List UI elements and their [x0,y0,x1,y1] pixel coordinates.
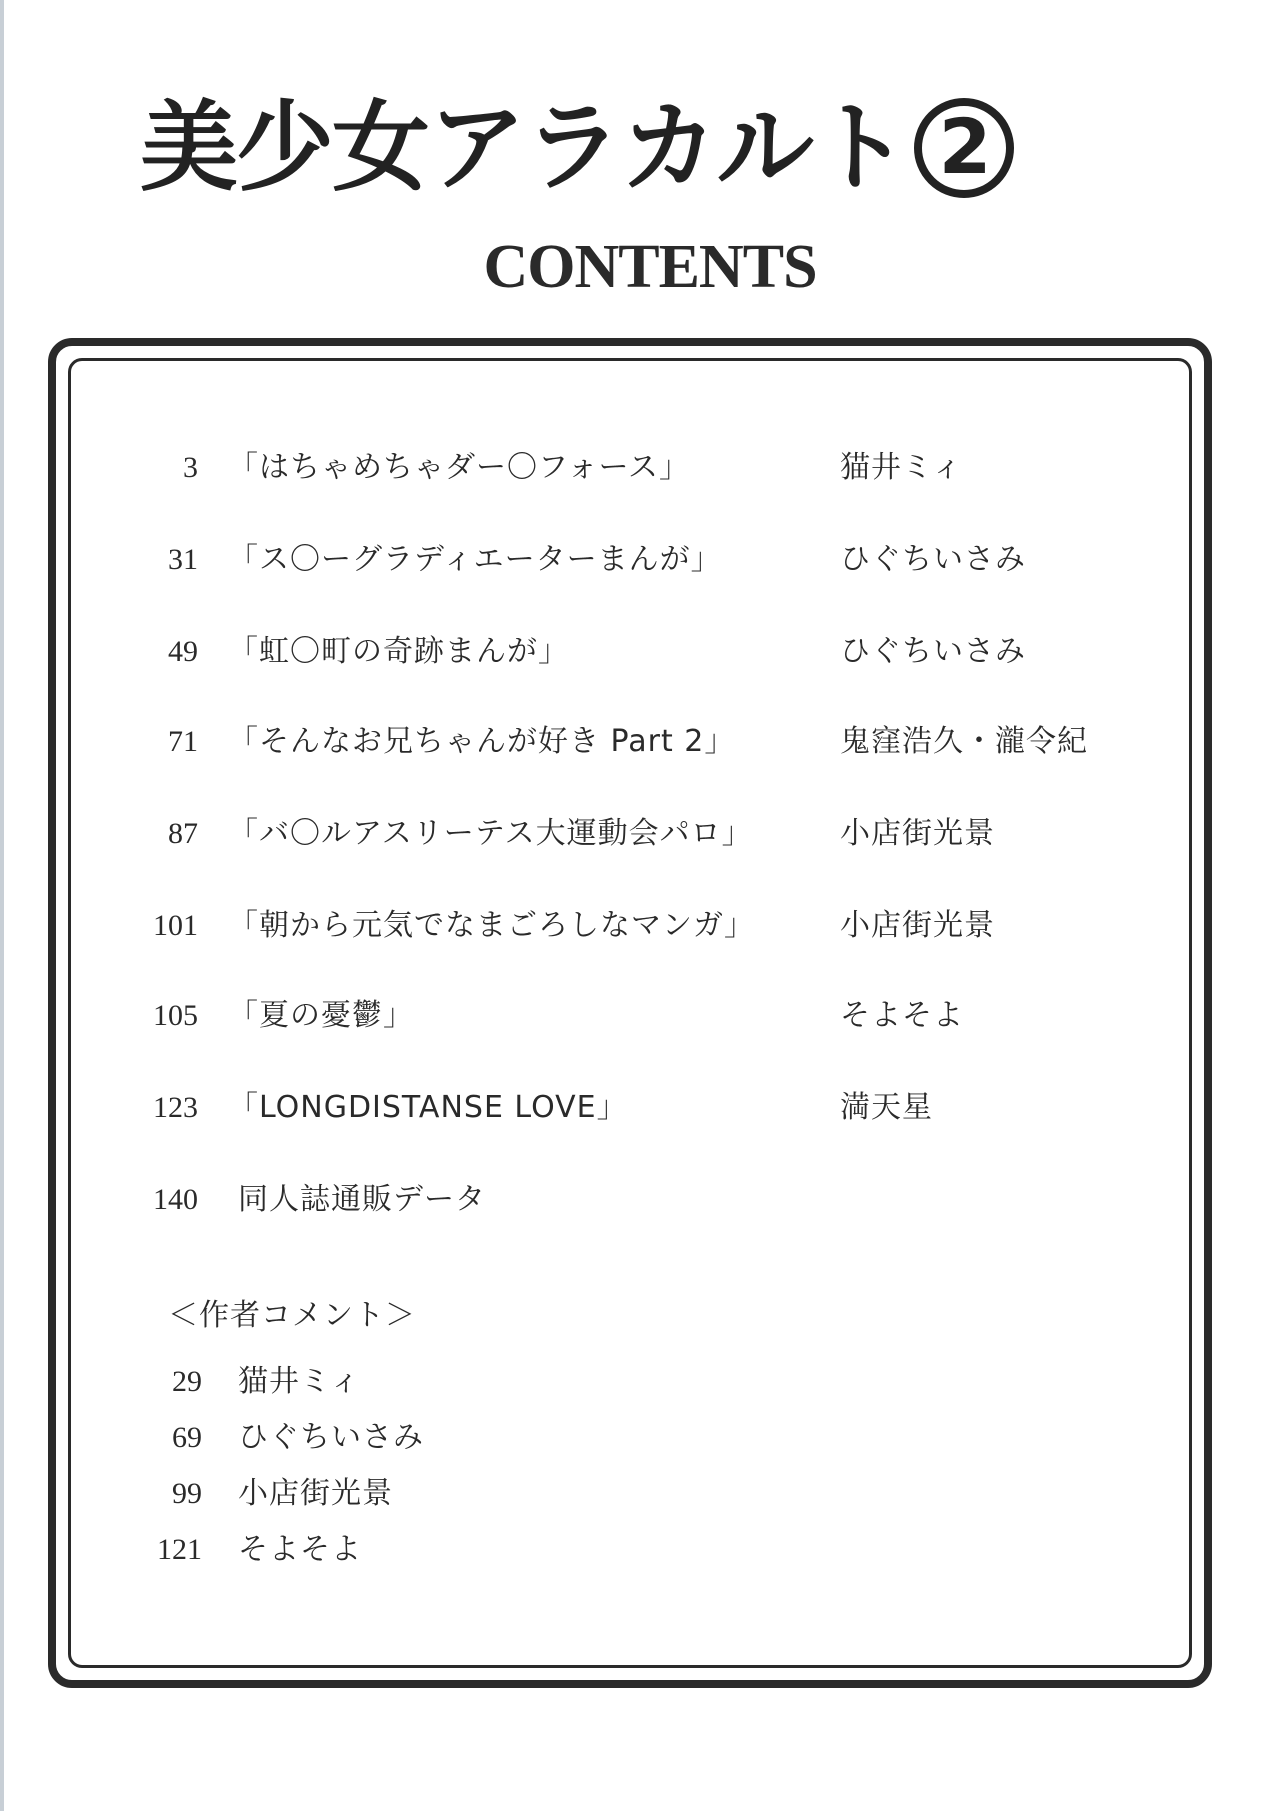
comment-entry [0,1416,1280,1460]
toc-entry [0,720,1280,764]
comment-page-number: 29 [172,1365,202,1398]
toc-title: 「バ〇ルアスリーテス大運動会パロ」 [228,816,753,851]
comment-entry [0,1528,1280,1572]
comment-author: そよそよ [238,1532,362,1567]
toc-title: 「ス〇ーグラディエーターまんが」 [228,542,722,577]
toc-title: 「虹〇町の奇跡まんが」 [228,634,569,669]
toc-page-number: 3 [183,451,198,484]
toc-author: 鬼窪浩久・瀧令紀 [840,724,1088,759]
toc-entry [0,904,1280,948]
toc-entry [0,1178,1280,1222]
toc-entry [0,630,1280,674]
comment-page-number: 99 [172,1477,202,1510]
toc-page-number: 105 [153,999,198,1032]
toc-page-number: 49 [168,635,198,668]
toc-title: 「夏の憂鬱」 [228,998,414,1033]
toc-entry [0,538,1280,582]
comment-author: ひぐちいさみ [238,1420,424,1455]
book-title [140,88,1140,208]
toc-author: 満天星 [840,1090,933,1125]
toc-title: 「はちゃめちゃダー〇フォース」 [228,450,690,485]
comment-page-number: 121 [157,1533,202,1566]
toc-author: ひぐちいさみ [840,634,1026,669]
toc-entry [0,1086,1280,1130]
toc-title: 同人誌通販データ [238,1182,486,1217]
toc-author: 小店街光景 [840,908,995,943]
toc-entry [0,812,1280,856]
contents-heading: CONTENTS [483,233,817,301]
toc-entry [0,994,1280,1038]
toc-title: 「朝から元気でなまごろしなマンガ」 [228,908,755,943]
comment-author: 小店街光景 [238,1476,393,1511]
toc-page-number: 101 [153,909,198,942]
toc-page-number: 31 [168,543,198,576]
comment-author: 猫井ミィ [238,1364,361,1399]
toc-page-number: 71 [168,725,198,758]
toc-author: そよそよ [840,998,964,1033]
author-comments-heading: ＜作者コメント＞ [168,1298,416,1333]
toc-entry [0,446,1280,490]
comment-entry [0,1360,1280,1404]
comment-page-number: 69 [172,1421,202,1454]
toc-author: ひぐちいさみ [840,542,1026,577]
toc-author: 猫井ミィ [840,450,963,485]
toc-page-number: 87 [168,817,198,850]
book-title-text: 美少女アラカルト [140,91,909,205]
toc-title: 「そんなお兄ちゃんが好き Part 2」 [228,724,736,759]
toc-page-number: 123 [153,1091,198,1124]
volume-number-circled: 2 [914,98,1014,198]
comment-entry [0,1472,1280,1516]
toc-page-number: 140 [153,1183,198,1216]
toc-title: 「LONGDISTANSE LOVE」 [228,1090,628,1125]
toc-author: 小店街光景 [840,816,995,851]
